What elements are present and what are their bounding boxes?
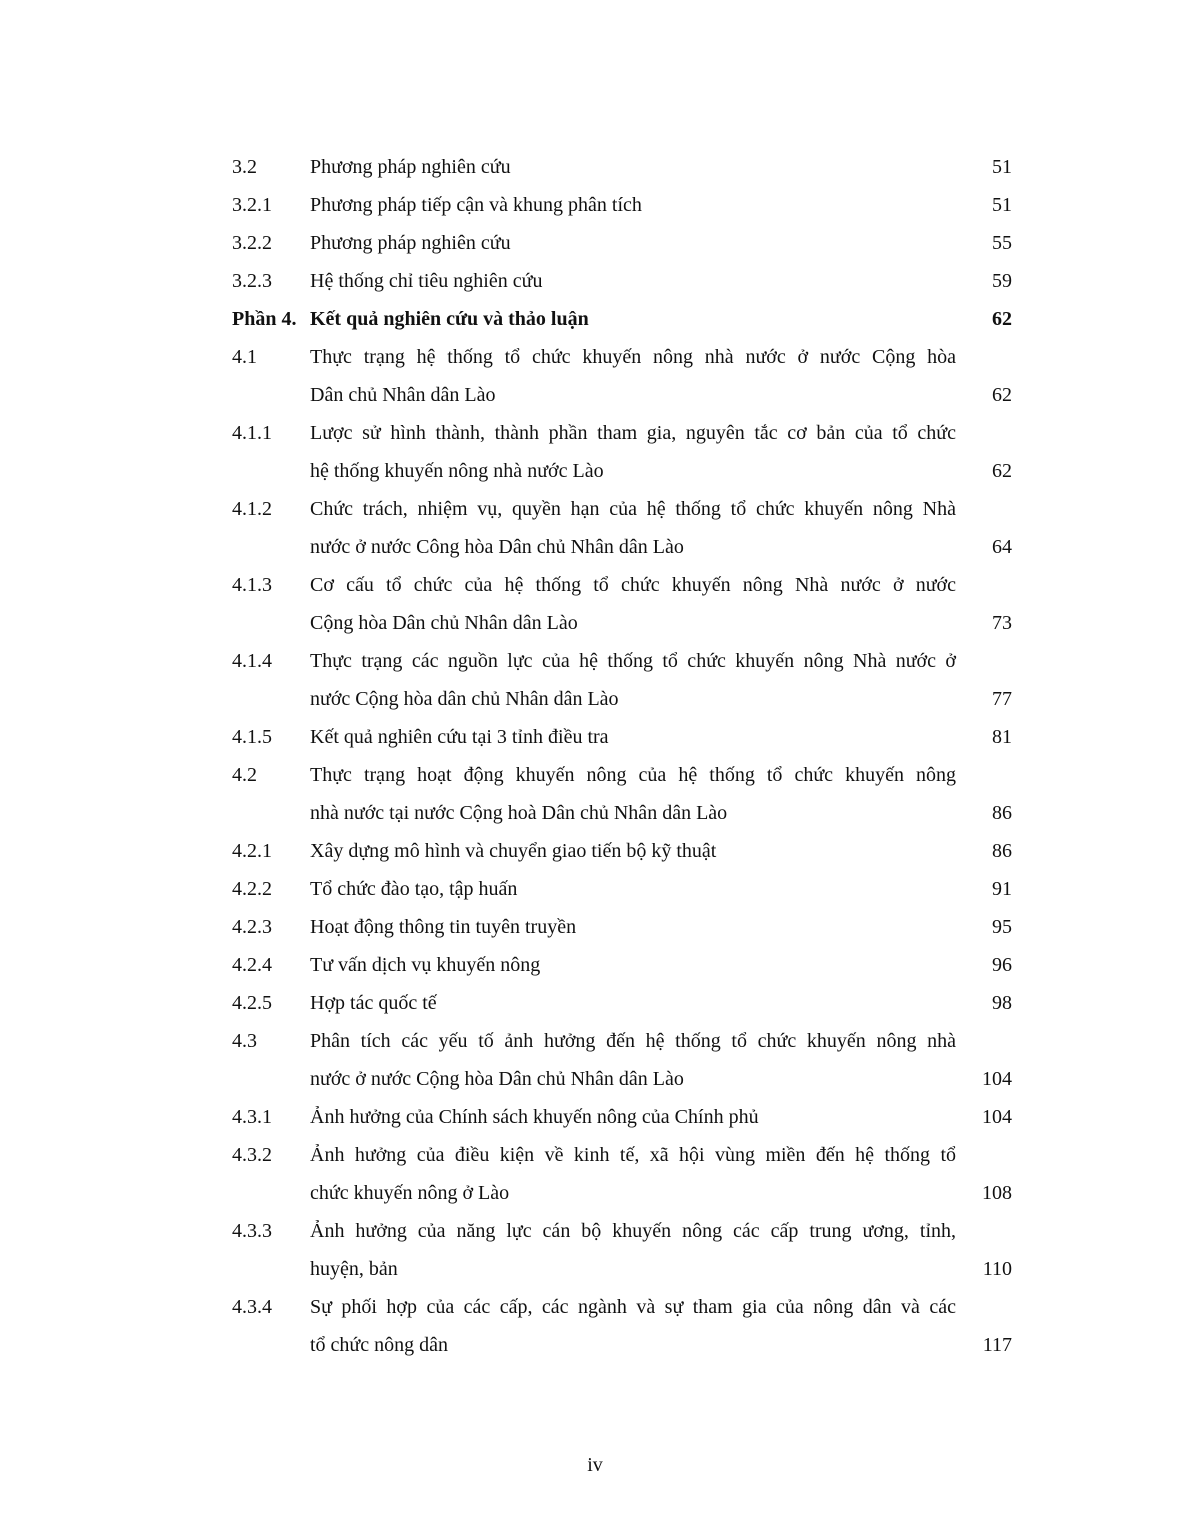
toc-entry-page: 86 (992, 840, 1012, 862)
toc-entry-title: Tư vấn dịch vụ khuyến nông (310, 954, 541, 976)
toc-entry-title: Lược sử hình thành, thành phần tham gia, nguyên tắc cơ bản của tổ chức (310, 422, 956, 444)
toc-entry-page: 81 (992, 726, 1012, 748)
toc-entry-title: Kết quả nghiên cứu tại 3 tỉnh điều tra (310, 726, 609, 748)
toc-entry-title: Cộng hòa Dân chủ Nhân dân Lào (310, 612, 578, 634)
toc-entry (232, 1022, 1012, 1098)
toc-entry-title: tổ chức nông dân (310, 1334, 449, 1356)
toc-entry-page: 104 (982, 1106, 1012, 1128)
toc-entry-number: Phần 4. (232, 308, 297, 330)
toc-entry-page: 96 (992, 954, 1012, 976)
toc-entry-title: Phân tích các yếu tố ảnh hưởng đến hệ thống tổ chức khuyến nông nhà (310, 1030, 956, 1052)
toc-entry-page: 117 (982, 1334, 1012, 1356)
toc-entry-page: 59 (992, 270, 1012, 292)
toc-entry-number: 4.3 (232, 1030, 257, 1052)
toc-entry-number: 3.2.2 (232, 232, 272, 254)
toc-entry-page: 98 (992, 992, 1012, 1014)
toc-entry (232, 1098, 1012, 1136)
toc-entry-title: Sự phối hợp của các cấp, các ngành và sự tham gia của nông dân và các (310, 1296, 956, 1318)
toc-entry-number: 4.3.4 (232, 1296, 272, 1318)
toc-entry-number: 3.2 (232, 156, 257, 178)
toc-entry-page: 86 (992, 802, 1012, 824)
toc-entry-title: Phương pháp tiếp cận và khung phân tích (310, 194, 642, 216)
toc-entry-number: 4.2.4 (232, 954, 272, 976)
toc-entry (232, 642, 1012, 718)
toc-entry-number: 4.3.1 (232, 1106, 272, 1128)
toc-entry (232, 414, 1012, 490)
toc-entry-title: Ảnh hưởng của Chính sách khuyến nông của Chính phủ (310, 1106, 759, 1128)
toc-entry-title: nước Cộng hòa dân chủ Nhân dân Lào (310, 688, 619, 710)
toc-entry (232, 490, 1012, 566)
toc-entry-page: 55 (992, 232, 1012, 254)
toc-entry-number: 3.2.1 (232, 194, 272, 216)
toc-entry-number: 4.2 (232, 764, 257, 786)
toc-entry-number: 3.2.3 (232, 270, 272, 292)
toc-entry-title: Thực trạng hoạt động khuyến nông của hệ thống tổ chức khuyến nông (310, 764, 956, 786)
toc-entry (232, 262, 1012, 300)
toc-entry-title: Thực trạng các nguồn lực của hệ thống tổ chức khuyến nông Nhà nước ở (310, 650, 956, 672)
toc-entry (232, 338, 1012, 414)
toc-entry-page: 62 (992, 384, 1012, 406)
toc-entry-title: chức khuyến nông ở Lào (310, 1182, 510, 1204)
toc-entry-title: nhà nước tại nước Cộng hoà Dân chủ Nhân dân Lào (310, 802, 728, 824)
toc-entry (232, 908, 1012, 946)
toc-entry-page: 91 (992, 878, 1012, 900)
toc-entry-page: 51 (992, 156, 1012, 178)
toc-entry-number: 4.2.5 (232, 992, 272, 1014)
toc-entry-page: 62 (992, 460, 1012, 482)
toc-entry-number: 4.3.2 (232, 1144, 272, 1166)
toc-entry-page: 62 (992, 308, 1012, 330)
toc-entry-number: 4.2.2 (232, 878, 272, 900)
toc-entry-page: 110 (982, 1258, 1012, 1280)
toc-entry-number: 4.1.5 (232, 726, 272, 748)
toc-entry-title: hệ thống khuyến nông nhà nước Lào (310, 460, 604, 482)
toc-entry-number: 4.2.1 (232, 840, 272, 862)
toc-entry-title: Tổ chức đào tạo, tập huấn (310, 878, 518, 900)
toc-entry-page: 51 (992, 194, 1012, 216)
toc-entry (232, 718, 1012, 756)
toc-entry-title: Phương pháp nghiên cứu (310, 156, 511, 178)
toc-entry-page: 73 (992, 612, 1012, 634)
toc-entry (232, 186, 1012, 224)
toc-entry-title: Phương pháp nghiên cứu (310, 232, 511, 254)
toc-entry (232, 1136, 1012, 1212)
toc-entry (232, 300, 1012, 338)
toc-entry-title: nước ở nước Công hòa Dân chủ Nhân dân Lào (310, 536, 684, 558)
toc-entry-title: Dân chủ Nhân dân Lào (310, 384, 496, 406)
toc-entry-title: Kết quả nghiên cứu và thảo luận (310, 308, 589, 330)
toc-entry-title: Ảnh hưởng của điều kiện về kinh tế, xã hội vùng miền đến hệ thống tổ (310, 1144, 956, 1166)
toc-entry-page: 108 (982, 1182, 1012, 1204)
toc-entry (232, 1288, 1012, 1364)
toc-entry (232, 984, 1012, 1022)
toc-entry-title: huyện, bản (310, 1258, 398, 1280)
toc-entry-title: Hợp tác quốc tế (310, 992, 437, 1014)
toc-entry-page: 64 (992, 536, 1012, 558)
toc-entry (232, 224, 1012, 262)
toc-entry (232, 566, 1012, 642)
toc-entry (232, 756, 1012, 832)
toc-entry-number: 4.1.3 (232, 574, 272, 596)
toc-entry-number: 4.2.3 (232, 916, 272, 938)
toc-entry-number: 4.1.4 (232, 650, 272, 672)
toc-entry (232, 946, 1012, 984)
table-of-contents (232, 148, 1012, 1364)
toc-entry (232, 870, 1012, 908)
toc-entry (232, 1212, 1012, 1288)
toc-entry-page: 95 (992, 916, 1012, 938)
toc-entry-title: Thực trạng hệ thống tổ chức khuyến nông nhà nước ở nước Cộng hòa (310, 346, 956, 368)
toc-entry-title: Cơ cấu tổ chức của hệ thống tổ chức khuyến nông Nhà nước ở nước (310, 574, 956, 596)
toc-entry-title: Ảnh hưởng của năng lực cán bộ khuyến nông các cấp trung ương, tỉnh, (310, 1220, 956, 1242)
page-number: iv (587, 1454, 603, 1476)
toc-entry-title: Hệ thống chỉ tiêu nghiên cứu (310, 270, 543, 292)
toc-entry-number: 4.3.3 (232, 1220, 272, 1242)
toc-entry-number: 4.1 (232, 346, 257, 368)
toc-entry-title: nước ở nước Cộng hòa Dân chủ Nhân dân Lào (310, 1068, 684, 1090)
toc-entry-number: 4.1.2 (232, 498, 272, 520)
toc-entry-title: Chức trách, nhiệm vụ, quyền hạn của hệ thống tổ chức khuyến nông Nhà (310, 498, 956, 520)
toc-entry-page: 104 (982, 1068, 1012, 1090)
toc-entry (232, 832, 1012, 870)
toc-entry-title: Hoạt động thông tin tuyên truyền (310, 916, 577, 938)
toc-entry-number: 4.1.1 (232, 422, 272, 444)
toc-entry (232, 148, 1012, 186)
toc-entry-title: Xây dựng mô hình và chuyển giao tiến bộ kỹ thuật (310, 840, 717, 862)
toc-entry-page: 77 (992, 688, 1012, 710)
